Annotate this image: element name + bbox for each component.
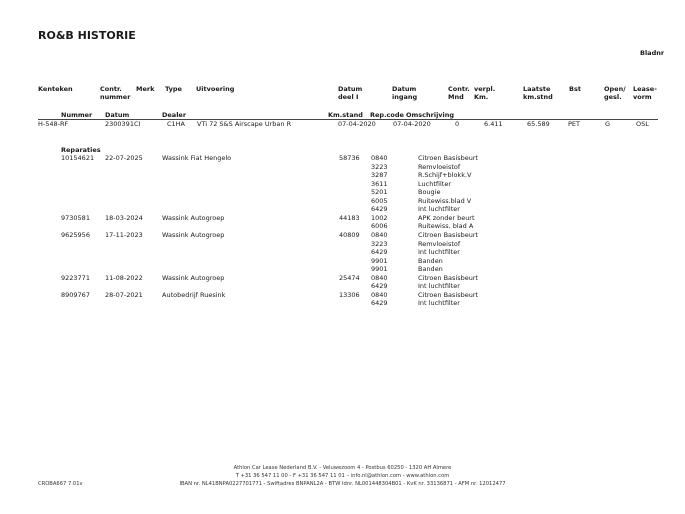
repair-omschrijving: Int luchtfilter — [418, 205, 460, 214]
header-type: Type — [165, 85, 182, 93]
repair-dealer: Wassink Fiat Hengelo — [162, 154, 232, 162]
repair-km-stand: 58736 — [339, 154, 360, 162]
repair-km-stand: 40809 — [339, 230, 360, 239]
repair-nummer: 9730581 — [61, 213, 90, 222]
repair-omschrijving: Citroen Basisbeurt — [418, 230, 479, 239]
repair-omschrijving: Int luchtfilter — [418, 282, 460, 291]
repair-code: 9901 — [371, 265, 388, 274]
footer-address: Athlon Car Lease Nederland B.V. - Veluwezoom 4 - Postbus 60250 - 1320 AH Almere — [233, 465, 452, 471]
repair-code: 3223 — [371, 162, 388, 171]
repair-omschrijving: Ruitewiss. blad A — [418, 222, 474, 231]
repair-omschrijving: Citroen Basisbeurt — [418, 290, 479, 299]
footer-form-code: CROBA667 7.01v — [38, 481, 83, 487]
header-verpl-km: verpl. Km. — [474, 85, 496, 101]
repair-code: 6005 — [371, 196, 388, 205]
repair-code: 0840 — [371, 290, 388, 299]
subheader-km-stand: Km.stand — [328, 111, 363, 119]
repair-code: 6429 — [371, 282, 388, 291]
repair-nummer: 10154621 — [61, 154, 95, 162]
subheader-omschrijving: Omschrijving — [406, 111, 455, 119]
vehicle-contract: 2300391CI — [105, 120, 141, 128]
repair-code: 0840 — [371, 230, 388, 239]
repair-omschrijving: APK zonder beurt — [418, 213, 475, 222]
repair-omschrijving: Remvloeistof — [418, 162, 461, 171]
vehicle-uitvoering: VTi 72 S&S Airscape Urban R — [197, 120, 292, 128]
header-open-gesl: Open/ gesl. — [604, 85, 626, 101]
repair-datum: 11-08-2022 — [105, 273, 143, 282]
repair-datum: 28-07-2021 — [105, 290, 143, 299]
header-lease-vorm: Lease- vorm — [633, 85, 657, 101]
repair-dealer: Wassink Autogroep — [162, 230, 225, 239]
repair-nummer: 8909767 — [61, 290, 90, 299]
header-uitvoering: Uitvoering — [196, 85, 235, 93]
repair-code: 5201 — [371, 188, 388, 197]
repair-nummer: 9625956 — [61, 230, 90, 239]
repair-code: 0840 — [371, 154, 388, 162]
repair-omschrijving: Citroen Basisbeurt — [418, 273, 479, 282]
repair-code: 6429 — [371, 205, 388, 214]
vehicle-datum-ingang: 07-04-2020 — [393, 120, 431, 128]
subheader-rep-code: Rep.code — [370, 111, 404, 119]
repair-code: 3223 — [371, 239, 388, 248]
repair-omschrijving: Banden — [418, 265, 443, 274]
header-datum-ingang: Datum ingang — [392, 85, 418, 101]
reparaties-label: Reparaties — [61, 146, 101, 154]
repair-omschrijving: Ruitewiss.blad V — [418, 196, 472, 205]
repair-omschrijving: R.Schijf+blokk.V — [418, 171, 472, 180]
vehicle-type: C1HA — [167, 120, 186, 128]
repair-code: 6429 — [371, 248, 388, 257]
bladnr-label: Bladnr — [640, 49, 665, 57]
repair-code: 1002 — [371, 213, 388, 222]
vehicle-laatste-km: 65.589 — [527, 120, 550, 128]
repair-omschrijving: Remvloeistof — [418, 239, 461, 248]
repair-omschrijving: Luchtfilter — [418, 179, 451, 188]
vehicle-kenteken: H-548-RF — [38, 120, 69, 128]
repair-nummer: 9223771 — [61, 273, 90, 282]
repair-code: 6429 — [371, 299, 388, 308]
vehicle-verpl-km: 6.411 — [484, 120, 503, 128]
repair-code: 9901 — [371, 256, 388, 265]
header-datum-deel1: Datum deel I — [338, 85, 363, 101]
repair-code: 0840 — [371, 273, 388, 282]
header-bst: Bst — [569, 85, 581, 93]
repair-omschrijving: Int luchtfilter — [418, 248, 460, 257]
subheader-datum: Datum — [105, 111, 130, 119]
vehicle-lease-vorm: OSL — [636, 120, 649, 128]
footer-contact: T +31 36 547 11 00 - F +31 36 547 11 01 – info.nl@athlon.com - www.athlon.com — [235, 473, 450, 479]
vehicle-datum-deel1: 07-04-2020 — [338, 120, 376, 128]
repair-code: 6006 — [371, 222, 388, 231]
subheader-nummer: Nummer — [61, 111, 93, 119]
repair-omschrijving: Bougie — [418, 188, 441, 197]
header-kenteken: Kenteken — [38, 85, 73, 93]
repair-km-stand: 25474 — [339, 273, 360, 282]
repair-dealer: Wassink Autogroep — [162, 213, 225, 222]
header-contr-mnd: Contr. Mnd — [448, 85, 470, 101]
repair-dealer: Autobedrijf Ruesink — [162, 290, 226, 299]
vehicle-contr-mnd: 0 — [455, 120, 460, 128]
header-contr-nummer: Contr. nummer — [100, 85, 131, 101]
repair-datum: 17-11-2023 — [105, 230, 143, 239]
header-laatste-km: Laatste km.stnd — [523, 85, 553, 101]
repair-km-stand: 13306 — [339, 290, 360, 299]
repair-code: 3611 — [371, 179, 388, 188]
footer-registration: IBAN nr. NL41BNPA0227701771 - Swiftadres BNPANL2A - BTW Idnr. NL001448304B01 - KvK nr. 33136871 - AFM nr. 12012477 — [179, 481, 506, 487]
subheader-dealer: Dealer — [162, 111, 187, 119]
repair-omschrijving: Banden — [418, 256, 443, 265]
repair-omschrijving: Citroen Basisbeurt — [418, 154, 479, 162]
repair-km-stand: 44183 — [339, 213, 360, 222]
repair-datum: 22-07-2025 — [105, 154, 143, 162]
repair-dealer: Wassink Autogroep — [162, 273, 225, 282]
header-merk: Merk — [136, 85, 155, 93]
vehicle-open-gesl: G — [605, 120, 611, 128]
repair-omschrijving: Int luchtfilter — [418, 299, 460, 308]
repair-code: 3287 — [371, 171, 388, 180]
page-title: RO&B HISTORIE — [38, 29, 136, 42]
vehicle-bst: PET — [568, 120, 580, 128]
repair-datum: 18-03-2024 — [105, 213, 143, 222]
